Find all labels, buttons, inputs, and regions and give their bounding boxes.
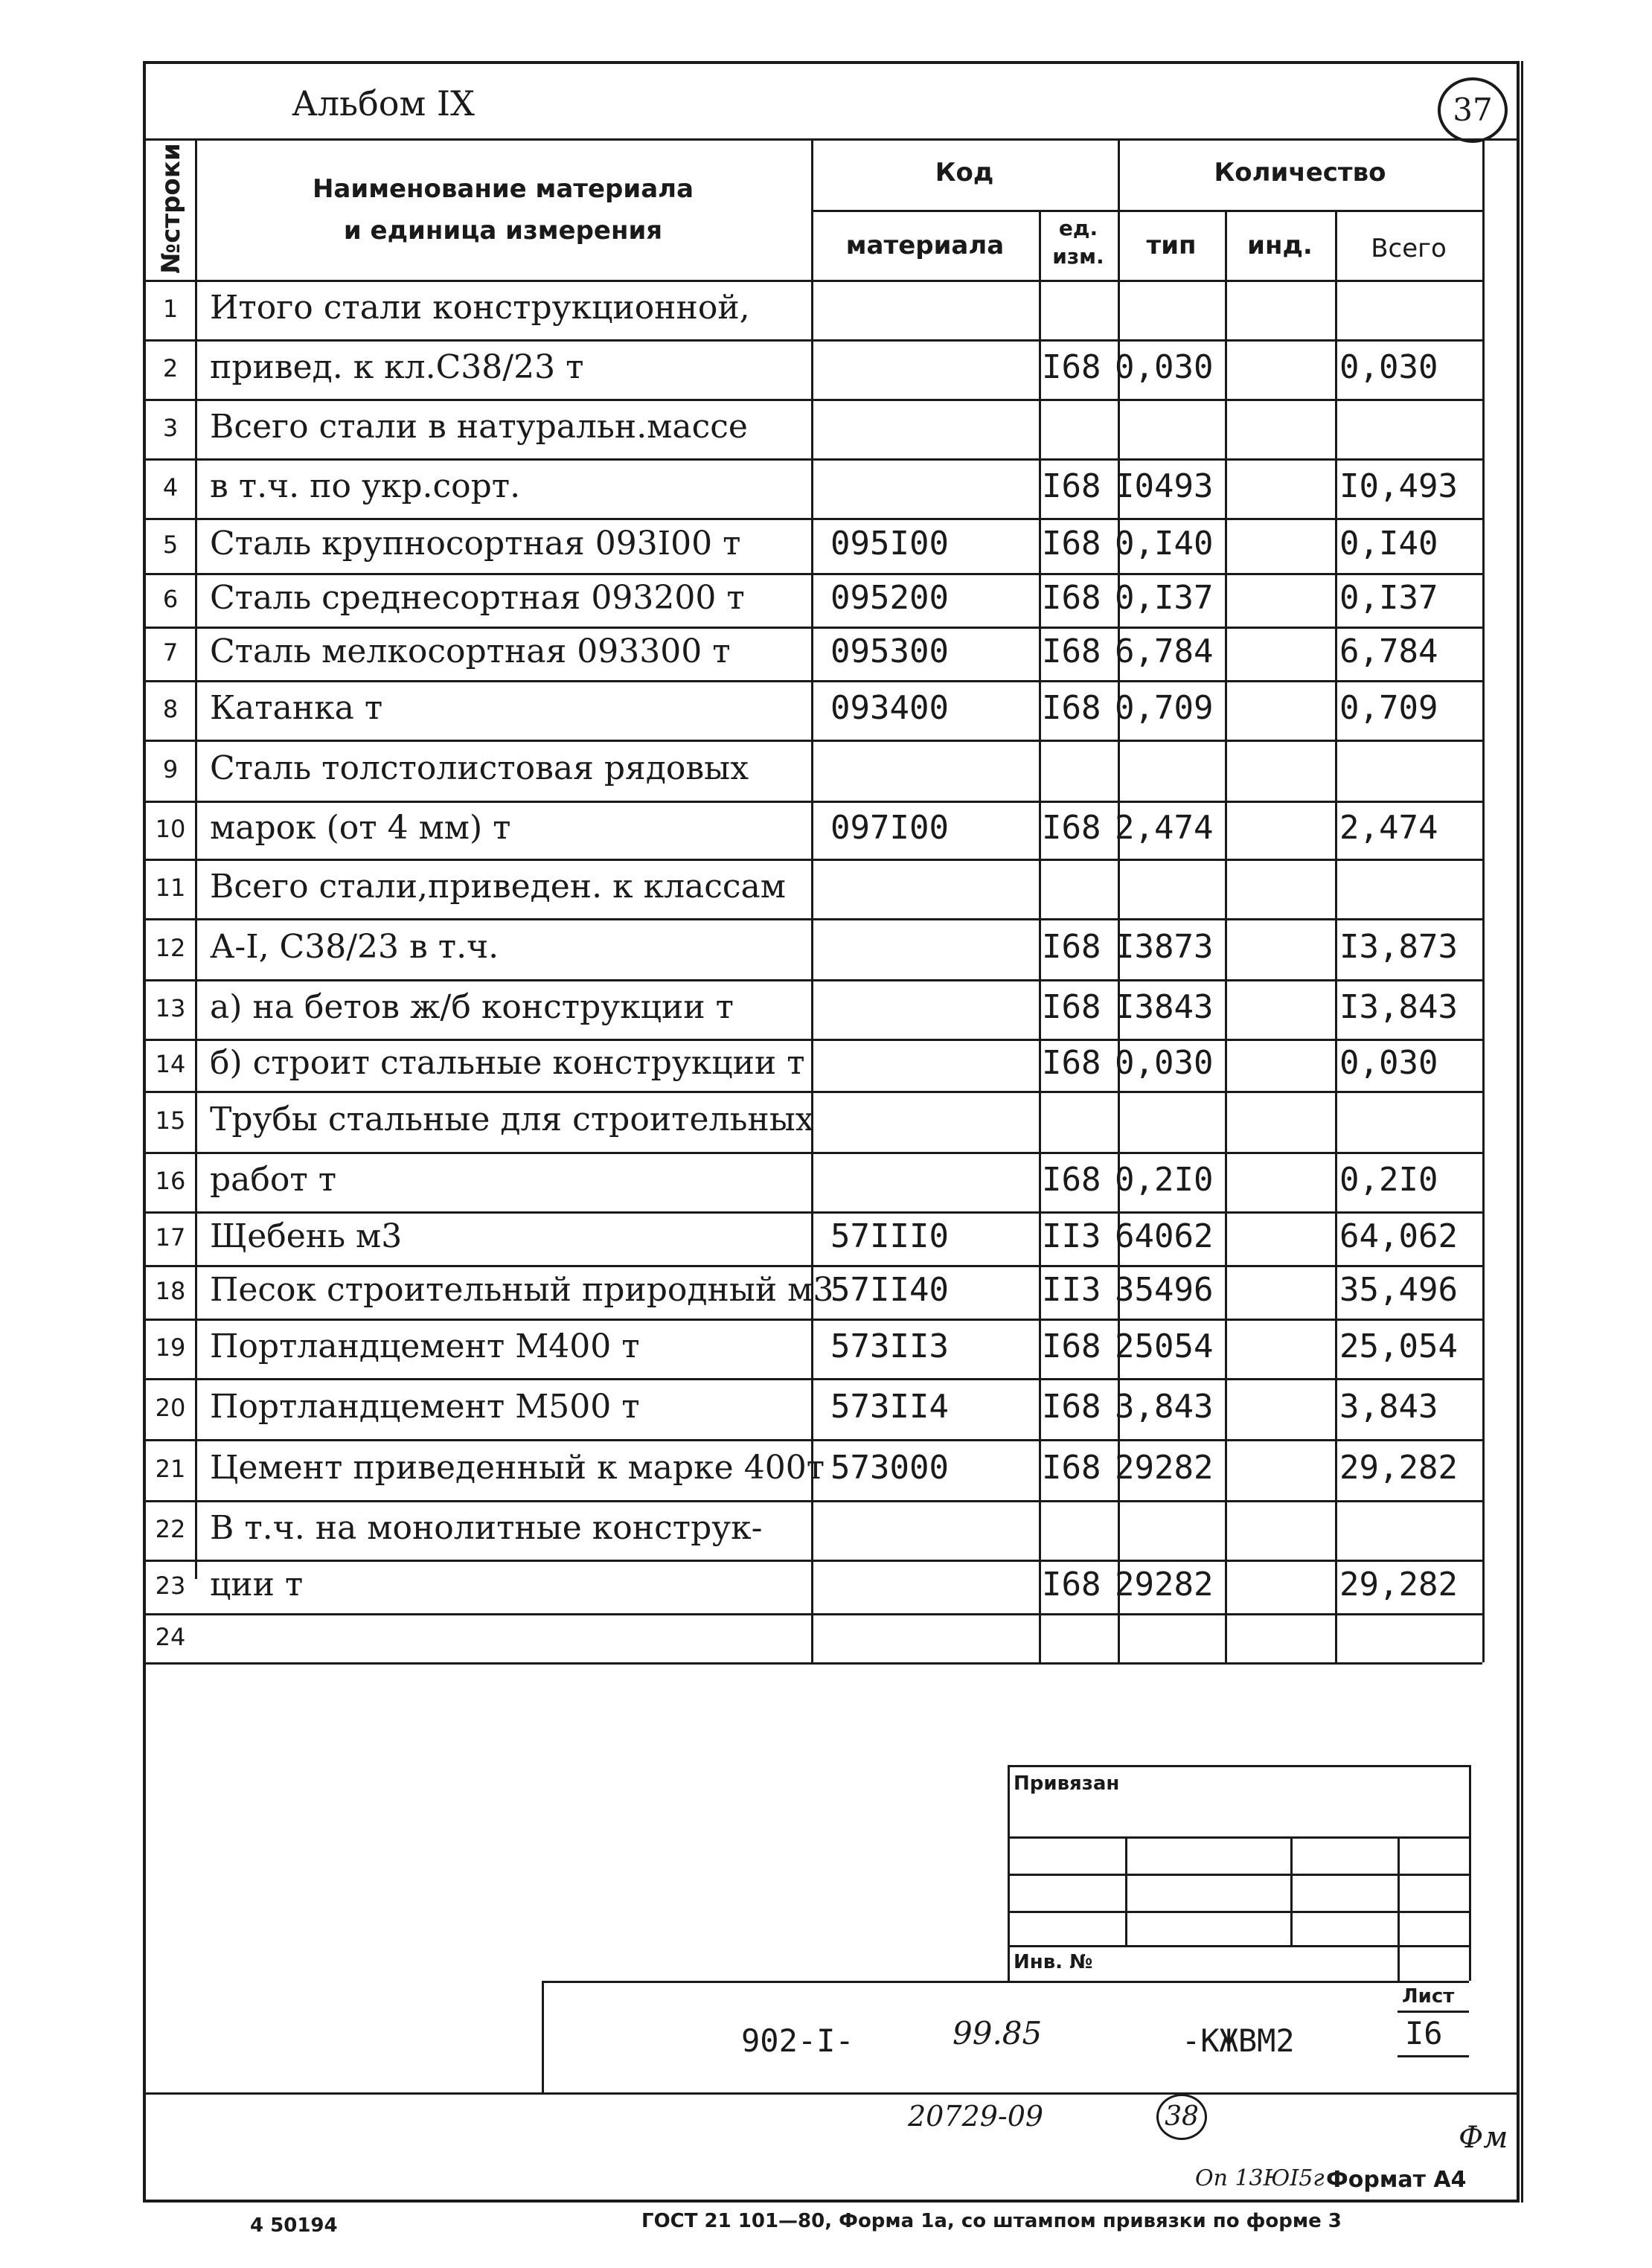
footer-code: 4 50194 bbox=[250, 2214, 338, 2237]
sheet-label-line bbox=[1398, 2011, 1469, 2013]
cell-unit: II3 bbox=[1042, 1271, 1101, 1309]
row-line bbox=[143, 1091, 1482, 1093]
row-line bbox=[143, 1613, 1482, 1615]
row-line bbox=[143, 1500, 1482, 1502]
row-number: 4 bbox=[162, 473, 179, 502]
cell-code: 095I00 bbox=[830, 525, 949, 563]
cell-name: Песок строительный природный м3 bbox=[210, 1271, 834, 1309]
stamp-inv-label: Инв. № bbox=[1014, 1951, 1093, 1973]
cell-total: I3,873 bbox=[1339, 928, 1458, 966]
cell-name: в т.ч. по укр.сорт. bbox=[210, 467, 521, 505]
row-number: 11 bbox=[155, 874, 186, 902]
header-unit-1: ед. bbox=[1058, 216, 1098, 240]
cell-total: 0,2I0 bbox=[1339, 1161, 1438, 1199]
designation-left-line bbox=[542, 1981, 544, 2092]
row-line bbox=[143, 573, 1482, 575]
cell-type: 2,474 bbox=[1115, 809, 1214, 847]
cell-name: Катанка т bbox=[210, 689, 383, 727]
row-number: 5 bbox=[162, 531, 179, 559]
stamp-right-line bbox=[1469, 1765, 1471, 1981]
header-code: Код bbox=[935, 158, 994, 188]
col-line-name bbox=[811, 138, 813, 1662]
cell-code: 095200 bbox=[830, 579, 949, 617]
row-line bbox=[143, 1560, 1482, 1562]
cell-type: 35496 bbox=[1115, 1271, 1214, 1309]
cell-unit: I68 bbox=[1042, 1327, 1101, 1365]
cell-unit: I68 bbox=[1042, 689, 1101, 727]
cell-code: 57III0 bbox=[830, 1217, 949, 1255]
header-type: тип bbox=[1146, 231, 1197, 260]
header-quantity: Количество bbox=[1214, 158, 1386, 188]
cell-total: 29,282 bbox=[1339, 1449, 1458, 1487]
cell-total: I0,493 bbox=[1339, 467, 1458, 505]
cell-type: 6,784 bbox=[1115, 632, 1214, 670]
row-line bbox=[143, 518, 1482, 520]
row-line bbox=[143, 680, 1482, 682]
col-line-total bbox=[1482, 138, 1485, 1662]
circled-number: 38 bbox=[1156, 2094, 1207, 2140]
cell-name: Цемент приведенный к марке 400т bbox=[210, 1449, 825, 1487]
stamp-col-3 bbox=[1398, 1836, 1400, 1981]
cell-name: Портландцемент М500 т bbox=[210, 1388, 640, 1426]
cell-name: Щебень м3 bbox=[210, 1217, 403, 1255]
stamp-line-2 bbox=[1008, 1874, 1469, 1876]
cell-total: 35,496 bbox=[1339, 1271, 1458, 1309]
cell-type: 0,030 bbox=[1115, 1044, 1214, 1082]
cell-type: 29282 bbox=[1115, 1566, 1214, 1604]
cell-unit: I68 bbox=[1042, 988, 1101, 1026]
cell-name: Трубы стальные для строительных bbox=[210, 1101, 814, 1138]
cell-total: 0,030 bbox=[1339, 1044, 1438, 1082]
handwritten-note: Оп 13ЮI5г bbox=[1195, 2165, 1325, 2191]
bottom-divider bbox=[143, 2092, 1520, 2095]
cell-code: 573II4 bbox=[830, 1388, 949, 1426]
cell-name: а) на бетов ж/б конструкции т bbox=[210, 988, 734, 1026]
cell-type: 25054 bbox=[1115, 1327, 1214, 1365]
cell-total: 0,709 bbox=[1339, 689, 1438, 727]
cell-unit: I68 bbox=[1042, 1388, 1101, 1426]
cell-type: I0493 bbox=[1115, 467, 1214, 505]
cell-total: 25,054 bbox=[1339, 1327, 1458, 1365]
cell-unit: I68 bbox=[1042, 809, 1101, 847]
row-line bbox=[143, 627, 1482, 629]
cell-name: Сталь среднесортная 093200 т bbox=[210, 579, 745, 617]
cell-name: Всего стали в натуральн.массе bbox=[210, 408, 748, 446]
row-number: 17 bbox=[155, 1223, 186, 1252]
row-number: 14 bbox=[155, 1050, 186, 1078]
row-number: 2 bbox=[162, 354, 179, 382]
cell-unit: I68 bbox=[1042, 632, 1101, 670]
cell-total: 6,784 bbox=[1339, 632, 1438, 670]
cell-name: Сталь крупносортная 093I00 т bbox=[210, 525, 741, 563]
doc-handwritten-number: 99.85 bbox=[953, 2015, 1043, 2051]
row-line bbox=[143, 1265, 1482, 1267]
row-line bbox=[143, 859, 1482, 861]
cell-total: 64,062 bbox=[1339, 1217, 1458, 1255]
row-number: 3 bbox=[162, 414, 179, 442]
cell-total: 29,282 bbox=[1339, 1566, 1458, 1604]
cell-code: 095300 bbox=[830, 632, 949, 670]
row-number: 19 bbox=[155, 1333, 186, 1362]
row-number: 8 bbox=[162, 695, 179, 723]
cell-total: 3,843 bbox=[1339, 1388, 1438, 1426]
cell-name: привед. к кл.С38/23 т bbox=[210, 348, 584, 386]
cell-code: 573000 bbox=[830, 1449, 949, 1487]
row-number: 23 bbox=[155, 1572, 186, 1600]
cell-code: 093400 bbox=[830, 689, 949, 727]
header-unit-2: изм. bbox=[1052, 244, 1104, 269]
order-number: 20729-09 bbox=[908, 2100, 1044, 2133]
cell-unit: I68 bbox=[1042, 1566, 1101, 1604]
row-line bbox=[143, 740, 1482, 742]
row-number: 9 bbox=[162, 755, 179, 784]
row-number: 10 bbox=[155, 815, 186, 843]
header-name-line2: и единица измерения bbox=[343, 216, 663, 246]
cell-unit: I68 bbox=[1042, 1044, 1101, 1082]
cell-total: 0,I37 bbox=[1339, 579, 1438, 617]
row-line bbox=[143, 1319, 1482, 1321]
stamp-line-3 bbox=[1008, 1911, 1469, 1913]
col-line-ind bbox=[1335, 210, 1337, 1662]
header-total: Всего bbox=[1371, 234, 1447, 263]
cell-unit: II3 bbox=[1042, 1217, 1101, 1255]
cell-total: I3,843 bbox=[1339, 988, 1458, 1026]
cell-unit: I68 bbox=[1042, 1161, 1101, 1199]
cell-total: 0,030 bbox=[1339, 348, 1438, 386]
cell-name: б) строит стальные конструкции т bbox=[210, 1044, 805, 1082]
row-number: 16 bbox=[155, 1167, 186, 1195]
signature: Фм bbox=[1459, 2121, 1508, 2155]
cell-type: 0,I40 bbox=[1115, 525, 1214, 563]
header-sub-line bbox=[811, 210, 1482, 212]
header-ind: инд. bbox=[1247, 231, 1313, 260]
cell-unit: I68 bbox=[1042, 579, 1101, 617]
cell-unit: I68 bbox=[1042, 1449, 1101, 1487]
row-line bbox=[143, 339, 1482, 342]
cell-type: 0,030 bbox=[1115, 348, 1214, 386]
row-line bbox=[143, 1378, 1482, 1380]
cell-type: 64062 bbox=[1115, 1217, 1214, 1255]
cell-name: Сталь толстолистовая рядовых bbox=[210, 749, 749, 787]
header-row-number: №строки bbox=[156, 143, 186, 274]
row-number: 18 bbox=[155, 1277, 186, 1305]
cell-type: 0,2I0 bbox=[1115, 1161, 1214, 1199]
cell-name: марок (от 4 мм) т bbox=[210, 809, 511, 847]
row-number: 15 bbox=[155, 1106, 186, 1135]
cell-type: 29282 bbox=[1115, 1449, 1214, 1487]
cell-unit: I68 bbox=[1042, 348, 1101, 386]
page-frame-edge bbox=[1511, 61, 1523, 2203]
cell-unit: I68 bbox=[1042, 467, 1101, 505]
cell-code: 097I00 bbox=[830, 809, 949, 847]
row-number: 12 bbox=[155, 934, 186, 962]
header-name-line1: Наименование материала bbox=[312, 174, 694, 204]
footer-gost: ГОСТ 21 101—80, Форма 1а, со штампом привязки по форме 3 bbox=[641, 2210, 1342, 2232]
stamp-col-2 bbox=[1290, 1836, 1293, 1945]
stamp-attached-label: Привязан bbox=[1014, 1772, 1120, 1795]
sheet-bottom-line bbox=[1398, 2055, 1469, 2057]
page-number-circled: 37 bbox=[1438, 77, 1508, 143]
row-line bbox=[143, 801, 1482, 803]
table-top-line bbox=[143, 138, 1520, 141]
row-number: 24 bbox=[155, 1623, 186, 1651]
row-number: 13 bbox=[155, 994, 186, 1022]
row-number: 1 bbox=[162, 295, 179, 323]
format-label: Формат А4 bbox=[1326, 2167, 1467, 2193]
col-line-type bbox=[1225, 210, 1227, 1662]
row-line bbox=[143, 979, 1482, 981]
cell-name: Всего стали,приведен. к классам bbox=[210, 868, 786, 906]
cell-total: 2,474 bbox=[1339, 809, 1438, 847]
row-line bbox=[143, 1039, 1482, 1041]
row-number: 21 bbox=[155, 1455, 186, 1483]
stamp-left-line bbox=[1008, 1765, 1010, 1981]
row-line bbox=[143, 1662, 1482, 1665]
stamp-line-4 bbox=[1008, 1945, 1469, 1947]
sheet-label: Лист bbox=[1402, 1985, 1455, 2008]
row-number: 20 bbox=[155, 1394, 186, 1422]
row-line bbox=[143, 399, 1482, 401]
row-line bbox=[143, 1439, 1482, 1441]
cell-code: 57II40 bbox=[830, 1271, 949, 1309]
stamp-col-1 bbox=[1125, 1836, 1127, 1945]
row-number: 7 bbox=[162, 638, 179, 667]
cell-name: ции т bbox=[210, 1566, 304, 1604]
row-line bbox=[143, 1211, 1482, 1214]
cell-unit: I68 bbox=[1042, 928, 1101, 966]
cell-unit: I68 bbox=[1042, 525, 1101, 563]
cell-name: Сталь мелкосортная 093300 т bbox=[210, 632, 731, 670]
col-line-code bbox=[1039, 210, 1041, 1662]
row-line bbox=[143, 458, 1482, 461]
designation-top-line bbox=[542, 1981, 1469, 1983]
cell-name: работ т bbox=[210, 1161, 337, 1199]
cell-name: Итого стали конструкционной, bbox=[210, 289, 750, 327]
row-number: 22 bbox=[155, 1515, 186, 1543]
row-line bbox=[143, 1152, 1482, 1154]
cell-type: 3,843 bbox=[1115, 1388, 1214, 1426]
stamp-top-line bbox=[1008, 1765, 1469, 1767]
row-line bbox=[143, 918, 1482, 920]
cell-code: 573II3 bbox=[830, 1327, 949, 1365]
cell-type: 0,I37 bbox=[1115, 579, 1214, 617]
header-material: материала bbox=[845, 231, 1005, 260]
doc-suffix: -КЖВМ2 bbox=[1182, 2022, 1295, 2059]
cell-name: А-I, С38/23 в т.ч. bbox=[210, 928, 499, 966]
cell-name: Портландцемент М400 т bbox=[210, 1327, 640, 1365]
sheet-number: I6 bbox=[1405, 2015, 1443, 2051]
album-title: Альбом IX bbox=[292, 83, 475, 124]
cell-total: 0,I40 bbox=[1339, 525, 1438, 563]
cell-type: I3843 bbox=[1115, 988, 1214, 1026]
doc-prefix: 902-I- bbox=[741, 2022, 854, 2059]
cell-type: 0,709 bbox=[1115, 689, 1214, 727]
cell-type: I3873 bbox=[1115, 928, 1214, 966]
stamp-line-1 bbox=[1008, 1836, 1469, 1839]
row-number: 6 bbox=[162, 585, 179, 613]
cell-name: В т.ч. на монолитные конструк- bbox=[210, 1509, 763, 1547]
